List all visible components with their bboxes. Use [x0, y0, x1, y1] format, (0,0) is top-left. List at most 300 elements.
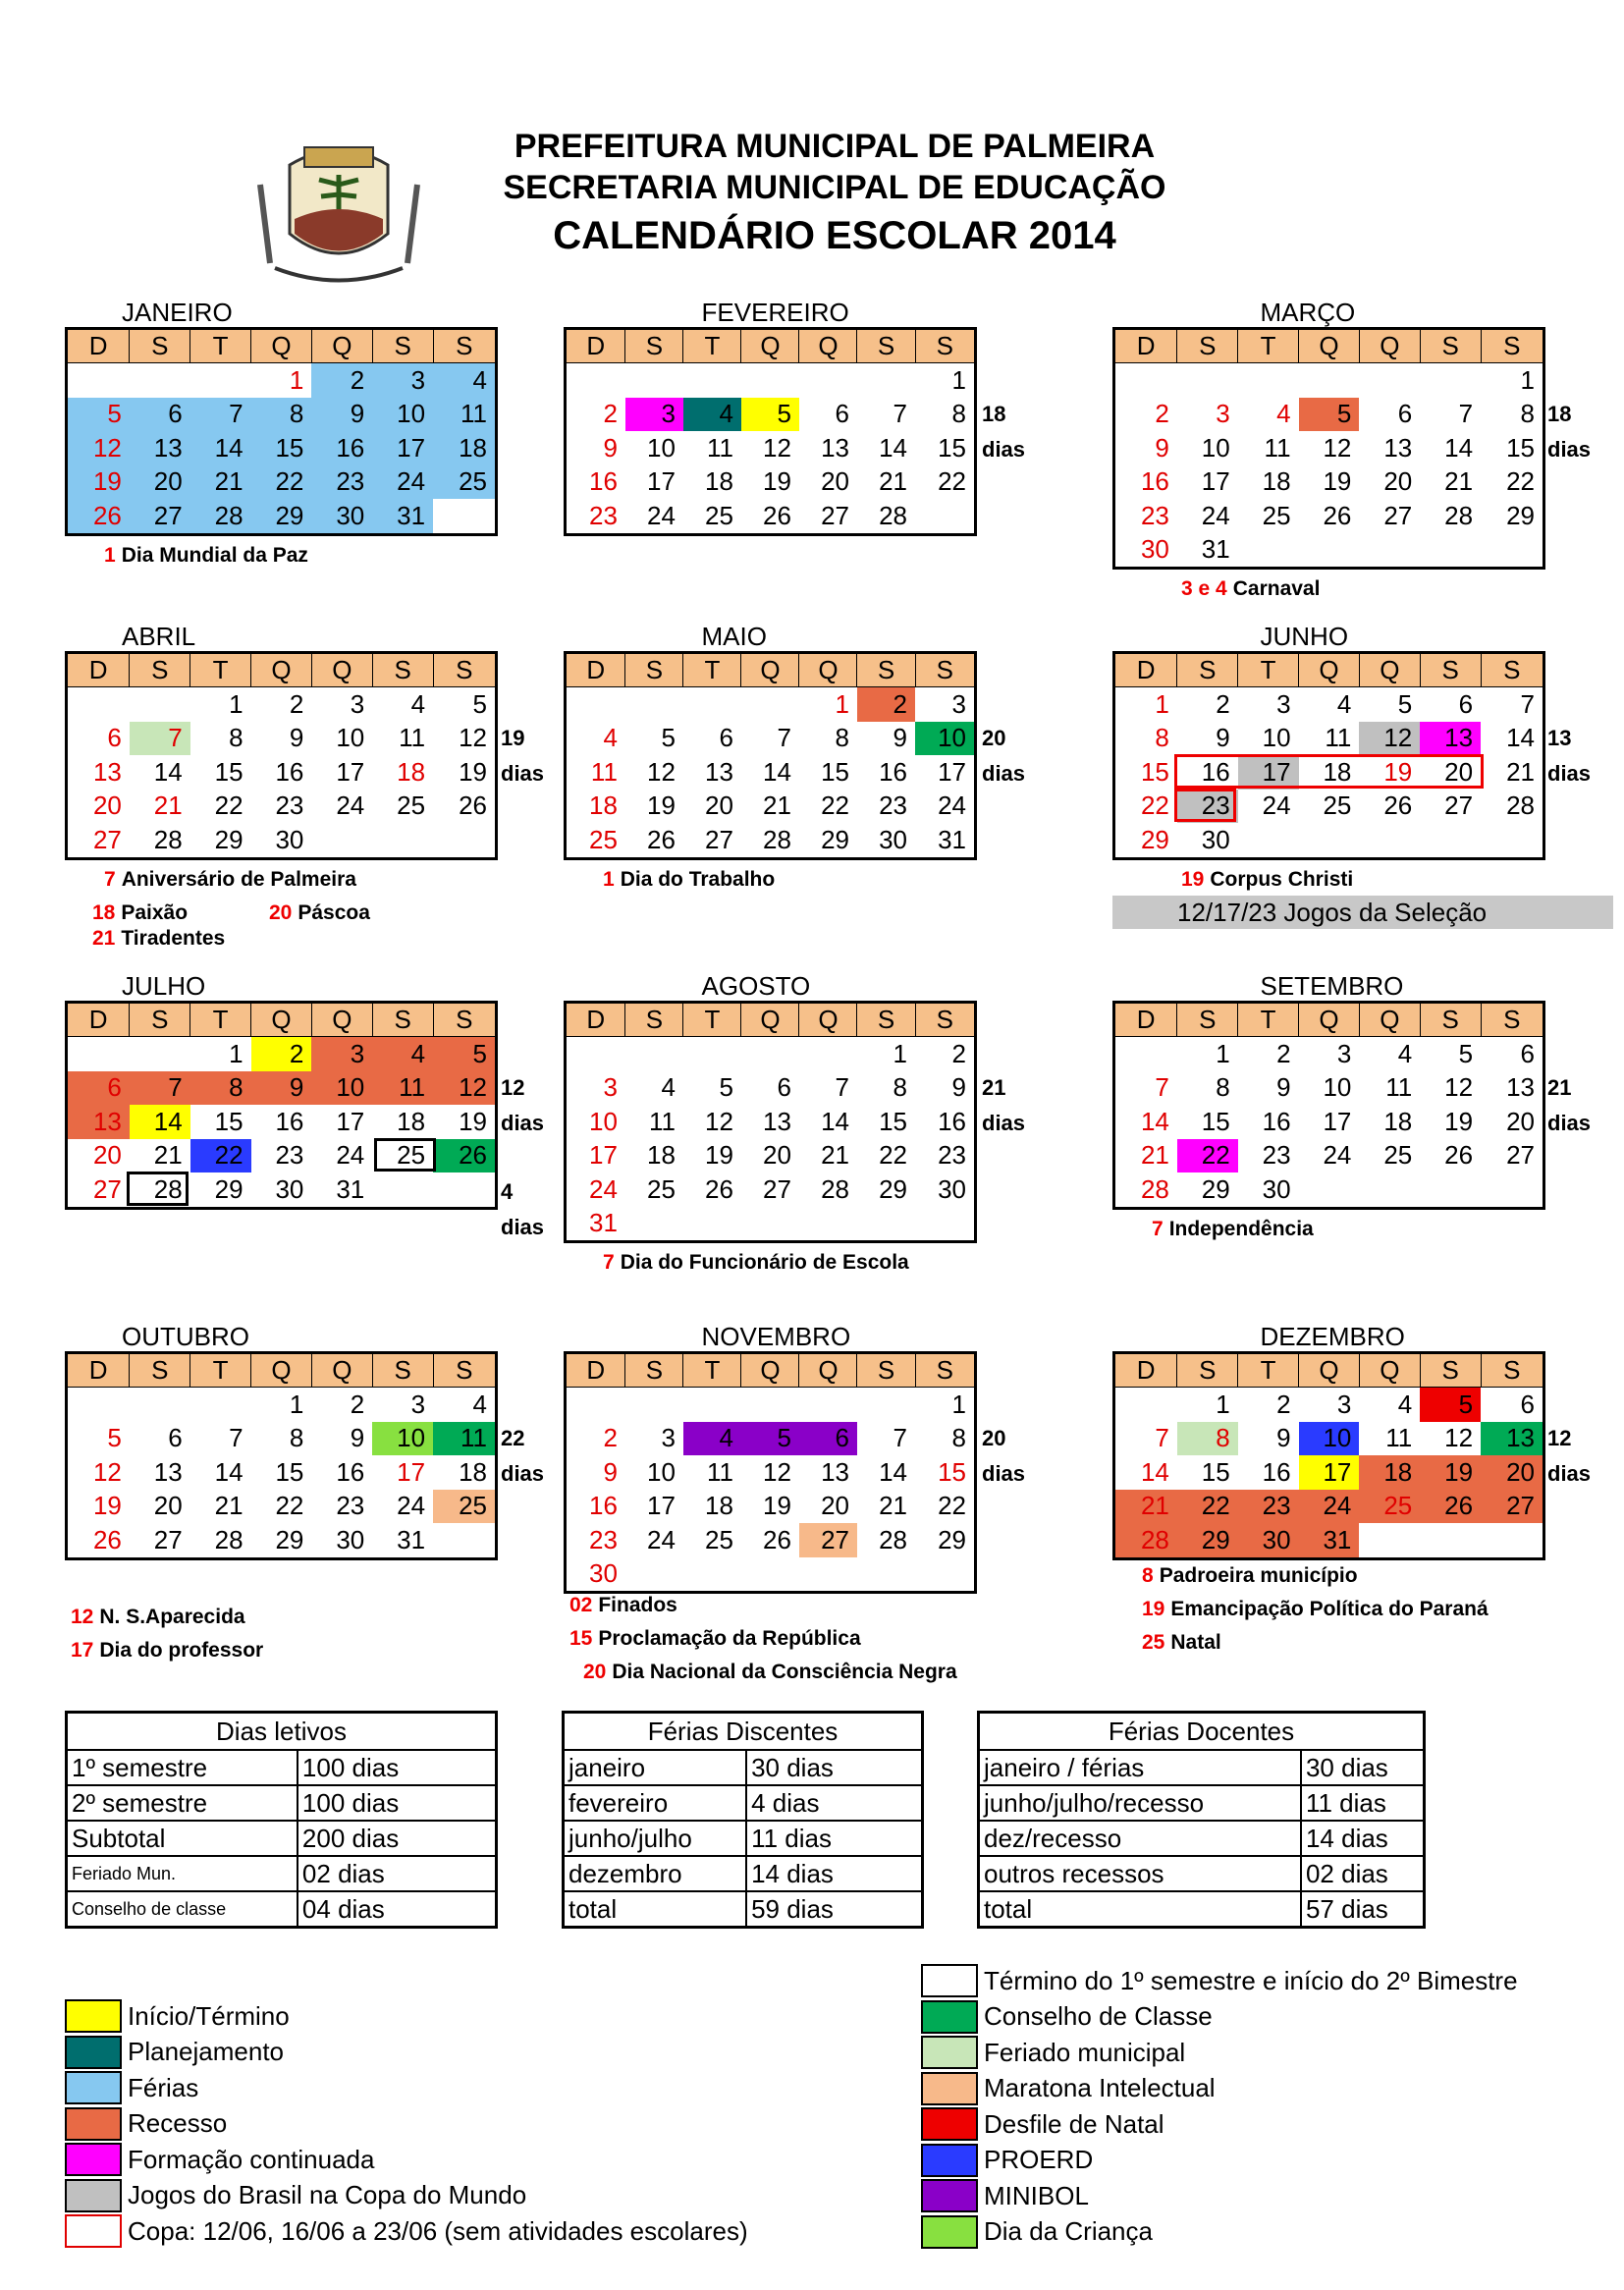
day-cell[interactable]: 19	[647, 791, 676, 821]
day-cell[interactable]: 15	[1506, 432, 1535, 463]
day-cell[interactable]: 16	[1201, 756, 1230, 787]
day-cell[interactable]: 22	[879, 1140, 907, 1171]
day-cell[interactable]: 21	[879, 1491, 907, 1521]
day-cell[interactable]	[566, 363, 625, 398]
day-cell[interactable]: 9	[951, 1072, 966, 1103]
day-cell[interactable]: 9	[893, 723, 907, 753]
day-cell[interactable]: 19	[1420, 1455, 1481, 1490]
day-cell[interactable]: 7	[1458, 399, 1474, 429]
day-cell[interactable]: 26	[459, 791, 487, 821]
day-cell[interactable]	[741, 687, 799, 722]
day-cell[interactable]: 3	[1216, 399, 1230, 429]
day-cell[interactable]: 1	[289, 364, 304, 395]
day-cell[interactable]: 11	[372, 1071, 433, 1106]
day-cell[interactable]: 20	[1383, 466, 1413, 497]
day-cell[interactable]: 1	[835, 688, 849, 719]
day-cell[interactable]: 16	[938, 1106, 966, 1136]
day-cell[interactable]	[625, 1557, 683, 1593]
day-cell[interactable]	[799, 1388, 857, 1422]
day-cell[interactable]: 22	[275, 1491, 304, 1521]
day-cell[interactable]: 6	[719, 723, 733, 753]
day-cell[interactable]: 16	[336, 1456, 365, 1487]
day-cell[interactable]: 2	[289, 688, 304, 719]
day-cell[interactable]	[1177, 363, 1238, 398]
day-cell[interactable]: 8	[190, 1071, 251, 1106]
day-cell[interactable]: 4	[433, 363, 496, 398]
day-cell[interactable]: 28	[190, 499, 251, 534]
day-cell[interactable]: 10	[647, 1456, 676, 1487]
day-cell[interactable]: 2	[251, 1037, 312, 1071]
day-cell[interactable]	[1114, 1037, 1177, 1071]
day-cell[interactable]	[67, 687, 130, 722]
day-cell[interactable]: 24	[938, 791, 966, 821]
day-cell[interactable]: 15	[821, 756, 849, 787]
day-cell[interactable]: 5	[472, 688, 487, 719]
day-cell[interactable]: 22	[1177, 1490, 1238, 1524]
day-cell[interactable]: 24	[397, 1491, 426, 1521]
day-cell[interactable]: 14	[763, 756, 791, 787]
day-cell[interactable]: 10	[1323, 1072, 1352, 1103]
day-cell[interactable]: 14	[1140, 1106, 1169, 1136]
day-cell[interactable]: 1	[229, 688, 244, 719]
day-cell[interactable]: 1	[893, 1038, 907, 1068]
day-cell[interactable]: 14	[879, 432, 907, 463]
day-cell[interactable]: 23	[1177, 790, 1238, 824]
day-cell[interactable]: 9	[603, 1456, 618, 1487]
day-cell[interactable]: 3	[410, 1389, 426, 1419]
day-cell[interactable]: 11	[1325, 723, 1352, 753]
day-cell[interactable]: 12	[1323, 432, 1352, 463]
day-cell[interactable]: 6	[1397, 399, 1413, 429]
day-cell[interactable]: 11	[1385, 1423, 1413, 1453]
day-cell[interactable]: 18	[705, 466, 733, 497]
day-cell[interactable]: 8	[229, 723, 244, 753]
day-cell[interactable]: 20	[92, 791, 122, 821]
day-cell[interactable]: 26	[1323, 500, 1352, 530]
day-cell[interactable]: 6	[835, 399, 849, 429]
day-cell[interactable]: 5	[719, 1072, 733, 1103]
day-cell[interactable]: 27	[1481, 1490, 1543, 1524]
day-cell[interactable]: 3	[1276, 688, 1291, 719]
day-cell[interactable]: 29	[1506, 500, 1535, 530]
day-cell[interactable]: 28	[821, 1173, 849, 1204]
day-cell[interactable]: 19	[763, 1491, 791, 1521]
day-cell[interactable]: 7	[1155, 1072, 1169, 1103]
day-cell[interactable]: 13	[130, 431, 190, 465]
day-cell[interactable]	[1114, 1388, 1177, 1422]
day-cell[interactable]	[915, 1557, 976, 1593]
day-cell[interactable]: 24	[1323, 1140, 1352, 1171]
day-cell[interactable]: 26	[647, 824, 676, 854]
day-cell[interactable]	[67, 363, 130, 398]
day-cell[interactable]	[372, 1172, 433, 1208]
day-cell[interactable]: 15	[1140, 756, 1169, 787]
day-cell[interactable]: 5	[107, 1423, 122, 1453]
day-cell[interactable]	[1359, 1523, 1420, 1558]
day-cell[interactable]: 13	[821, 432, 849, 463]
day-cell[interactable]: 3	[625, 398, 683, 432]
day-cell[interactable]: 12	[92, 1456, 122, 1487]
day-cell[interactable]	[741, 1037, 799, 1071]
day-cell[interactable]: 1	[1520, 364, 1535, 395]
day-cell[interactable]: 5	[1420, 1388, 1481, 1422]
day-cell[interactable]: 3	[372, 363, 433, 398]
day-cell[interactable]	[741, 1388, 799, 1422]
day-cell[interactable]: 22	[938, 1491, 966, 1521]
day-cell[interactable]: 24	[1201, 500, 1230, 530]
day-cell[interactable]	[741, 1557, 799, 1593]
day-cell[interactable]: 22	[821, 791, 849, 821]
day-cell[interactable]: 9	[1155, 432, 1169, 463]
day-cell[interactable]: 10	[336, 723, 365, 753]
day-cell[interactable]: 14	[1444, 432, 1474, 463]
day-cell[interactable]: 6	[67, 1071, 130, 1106]
day-cell[interactable]: 13	[92, 756, 122, 787]
day-cell[interactable]	[433, 823, 496, 858]
day-cell[interactable]: 18	[1359, 1455, 1420, 1490]
day-cell[interactable]: 4	[1276, 399, 1291, 429]
day-cell[interactable]	[799, 1207, 857, 1242]
day-cell[interactable]: 14	[153, 756, 183, 787]
day-cell[interactable]: 5	[67, 398, 130, 432]
day-cell[interactable]: 31	[372, 499, 433, 534]
day-cell[interactable]	[67, 1037, 130, 1071]
day-cell[interactable]: 11	[399, 723, 426, 753]
day-cell[interactable]: 13	[1420, 722, 1481, 756]
day-cell[interactable]: 29	[938, 1524, 966, 1554]
day-cell[interactable]: 20	[763, 1140, 791, 1171]
day-cell[interactable]: 3	[1336, 1389, 1352, 1419]
day-cell[interactable]: 25	[397, 1140, 426, 1171]
day-cell[interactable]: 1	[229, 1038, 244, 1068]
day-cell[interactable]	[625, 1037, 683, 1071]
day-cell[interactable]: 5	[433, 1037, 496, 1071]
day-cell[interactable]: 30	[1238, 1523, 1299, 1558]
day-cell[interactable]: 18	[589, 791, 618, 821]
day-cell[interactable]: 30	[311, 499, 372, 534]
day-cell[interactable]: 2	[1155, 399, 1169, 429]
day-cell[interactable]: 8	[951, 1423, 966, 1453]
day-cell[interactable]	[1299, 363, 1360, 398]
day-cell[interactable]: 2	[1276, 1038, 1291, 1068]
day-cell[interactable]: 4	[1397, 1389, 1413, 1419]
day-cell[interactable]	[625, 1388, 683, 1422]
day-cell[interactable]: 10	[372, 398, 433, 432]
day-cell[interactable]: 20	[1444, 756, 1474, 787]
day-cell[interactable]: 29	[1201, 1173, 1230, 1204]
day-cell[interactable]: 2	[350, 1389, 365, 1419]
day-cell[interactable]	[1359, 363, 1420, 398]
day-cell[interactable]	[1238, 823, 1299, 858]
day-cell[interactable]: 11	[706, 432, 733, 463]
day-cell[interactable]: 17	[1299, 1455, 1360, 1490]
day-cell[interactable]: 22	[190, 1139, 251, 1173]
day-cell[interactable]: 30	[1262, 1173, 1291, 1204]
day-cell[interactable]: 23	[879, 791, 907, 821]
day-cell[interactable]: 14	[190, 431, 251, 465]
day-cell[interactable]: 28	[1140, 1173, 1169, 1204]
day-cell[interactable]: 22	[214, 791, 244, 821]
day-cell[interactable]: 4	[472, 1389, 487, 1419]
day-cell[interactable]: 5	[741, 1422, 799, 1456]
day-cell[interactable]: 28	[214, 1524, 244, 1554]
day-cell[interactable]: 11	[433, 398, 496, 432]
day-cell[interactable]: 15	[938, 1456, 966, 1487]
day-cell[interactable]: 30	[275, 1173, 304, 1204]
day-cell[interactable]: 12	[763, 1456, 791, 1487]
day-cell[interactable]: 26	[92, 1524, 122, 1554]
day-cell[interactable]: 16	[589, 1491, 618, 1521]
day-cell[interactable]: 12	[647, 756, 676, 787]
day-cell[interactable]: 7	[893, 1423, 907, 1453]
day-cell[interactable]: 20	[153, 1491, 183, 1521]
day-cell[interactable]	[433, 1172, 496, 1208]
day-cell[interactable]: 28	[1114, 1523, 1177, 1558]
day-cell[interactable]	[130, 1388, 190, 1422]
day-cell[interactable]: 16	[1262, 1106, 1291, 1136]
day-cell[interactable]: 4	[410, 688, 426, 719]
day-cell[interactable]: 10	[372, 1422, 433, 1456]
day-cell[interactable]: 2	[603, 399, 618, 429]
day-cell[interactable]: 9	[1276, 1423, 1291, 1453]
day-cell[interactable]: 18	[705, 1491, 733, 1521]
day-cell[interactable]	[1359, 533, 1420, 569]
day-cell[interactable]: 22	[1177, 1139, 1238, 1173]
day-cell[interactable]: 28	[153, 824, 183, 854]
day-cell[interactable]: 21	[1506, 756, 1535, 787]
day-cell[interactable]: 15	[938, 432, 966, 463]
day-cell[interactable]: 27	[92, 1173, 122, 1204]
day-cell[interactable]: 27	[821, 500, 849, 530]
day-cell[interactable]: 6	[799, 1422, 857, 1456]
day-cell[interactable]: 26	[763, 500, 791, 530]
day-cell[interactable]: 15	[879, 1106, 907, 1136]
day-cell[interactable]: 10	[1262, 723, 1291, 753]
day-cell[interactable]: 17	[1238, 755, 1299, 790]
day-cell[interactable]: 17	[397, 1456, 426, 1487]
day-cell[interactable]: 17	[1323, 1106, 1352, 1136]
day-cell[interactable]: 23	[1262, 1140, 1291, 1171]
day-cell[interactable]: 30	[589, 1558, 618, 1589]
day-cell[interactable]: 19	[1444, 1106, 1474, 1136]
day-cell[interactable]: 29	[251, 499, 312, 534]
day-cell[interactable]: 23	[589, 1524, 618, 1554]
day-cell[interactable]	[190, 1388, 251, 1422]
day-cell[interactable]: 4	[683, 398, 741, 432]
day-cell[interactable]: 25	[433, 1490, 496, 1524]
day-cell[interactable]: 26	[67, 499, 130, 534]
day-cell[interactable]: 11	[648, 1106, 676, 1136]
day-cell[interactable]: 27	[1383, 500, 1413, 530]
day-cell[interactable]: 9	[1276, 1072, 1291, 1103]
day-cell[interactable]: 5	[661, 723, 676, 753]
day-cell[interactable]: 3	[350, 688, 365, 719]
day-cell[interactable]: 31	[336, 1173, 365, 1204]
day-cell[interactable]: 19	[92, 1491, 122, 1521]
day-cell[interactable]: 15	[214, 1106, 244, 1136]
day-cell[interactable]: 24	[1299, 1490, 1360, 1524]
day-cell[interactable]	[1420, 533, 1481, 569]
day-cell[interactable]: 1	[1216, 1038, 1230, 1068]
day-cell[interactable]: 3	[603, 1072, 618, 1103]
day-cell[interactable]: 4	[683, 1422, 741, 1456]
day-cell[interactable]: 15	[275, 1456, 304, 1487]
day-cell[interactable]: 27	[1506, 1140, 1535, 1171]
day-cell[interactable]: 12	[1359, 722, 1420, 756]
day-cell[interactable]: 19	[67, 465, 130, 500]
day-cell[interactable]: 28	[763, 824, 791, 854]
day-cell[interactable]	[190, 363, 251, 398]
day-cell[interactable]: 18	[1323, 756, 1352, 787]
day-cell[interactable]: 31	[938, 824, 966, 854]
day-cell[interactable]: 26	[1444, 1140, 1474, 1171]
day-cell[interactable]	[1299, 533, 1360, 569]
day-cell[interactable]: 29	[214, 824, 244, 854]
day-cell[interactable]: 24	[336, 791, 365, 821]
day-cell[interactable]: 23	[336, 1491, 365, 1521]
day-cell[interactable]: 20	[130, 465, 190, 500]
day-cell[interactable]: 7	[1520, 688, 1535, 719]
day-cell[interactable]: 7	[229, 1423, 244, 1453]
day-cell[interactable]: 3	[661, 1423, 676, 1453]
day-cell[interactable]: 21	[1114, 1490, 1177, 1524]
day-cell[interactable]: 14	[1140, 1456, 1169, 1487]
day-cell[interactable]: 10	[589, 1106, 618, 1136]
day-cell[interactable]: 9	[350, 1423, 365, 1453]
day-cell[interactable]: 19	[1323, 466, 1352, 497]
day-cell[interactable]: 7	[777, 723, 791, 753]
day-cell[interactable]	[1420, 363, 1481, 398]
day-cell[interactable]: 24	[647, 1524, 676, 1554]
day-cell[interactable]: 12	[433, 1071, 496, 1106]
day-cell[interactable]: 14	[130, 1105, 190, 1139]
day-cell[interactable]: 23	[311, 465, 372, 500]
day-cell[interactable]: 2	[857, 687, 915, 722]
day-cell[interactable]: 8	[251, 398, 312, 432]
day-cell[interactable]: 25	[705, 1524, 733, 1554]
day-cell[interactable]: 17	[647, 1491, 676, 1521]
day-cell[interactable]: 6	[130, 398, 190, 432]
day-cell[interactable]: 24	[372, 465, 433, 500]
day-cell[interactable]	[1481, 1172, 1543, 1208]
day-cell[interactable]: 6	[168, 1423, 183, 1453]
day-cell[interactable]	[799, 1037, 857, 1071]
day-cell[interactable]: 26	[1420, 1490, 1481, 1524]
day-cell[interactable]: 1	[951, 364, 966, 395]
day-cell[interactable]: 19	[459, 756, 487, 787]
day-cell[interactable]	[915, 1207, 976, 1242]
day-cell[interactable]: 3	[1336, 1038, 1352, 1068]
day-cell[interactable]: 12	[763, 432, 791, 463]
day-cell[interactable]: 21	[879, 466, 907, 497]
day-cell[interactable]: 8	[951, 399, 966, 429]
day-cell[interactable]: 17	[336, 1106, 365, 1136]
day-cell[interactable]: 21	[763, 791, 791, 821]
day-cell[interactable]	[857, 1557, 915, 1593]
day-cell[interactable]: 10	[311, 1071, 372, 1106]
day-cell[interactable]	[372, 823, 433, 858]
day-cell[interactable]: 22	[938, 466, 966, 497]
day-cell[interactable]: 29	[1140, 824, 1169, 854]
day-cell[interactable]: 18	[1262, 466, 1291, 497]
day-cell[interactable]: 12	[1444, 1423, 1474, 1453]
day-cell[interactable]: 8	[1216, 1072, 1230, 1103]
day-cell[interactable]: 15	[251, 431, 312, 465]
day-cell[interactable]: 17	[1201, 466, 1230, 497]
day-cell[interactable]	[311, 823, 372, 858]
day-cell[interactable]: 5	[1458, 1038, 1474, 1068]
day-cell[interactable]	[625, 363, 683, 398]
day-cell[interactable]: 13	[821, 1456, 849, 1487]
day-cell[interactable]: 14	[1506, 723, 1535, 753]
day-cell[interactable]: 23	[589, 500, 618, 530]
day-cell[interactable]: 27	[763, 1173, 791, 1204]
day-cell[interactable]	[683, 1557, 741, 1593]
day-cell[interactable]: 20	[821, 1491, 849, 1521]
day-cell[interactable]: 13	[763, 1106, 791, 1136]
day-cell[interactable]: 26	[705, 1173, 733, 1204]
day-cell[interactable]: 26	[1383, 791, 1413, 821]
day-cell[interactable]: 7	[1155, 1423, 1169, 1453]
day-cell[interactable]: 9	[1216, 723, 1230, 753]
day-cell[interactable]: 27	[130, 499, 190, 534]
day-cell[interactable]: 8	[835, 723, 849, 753]
day-cell[interactable]: 27	[799, 1523, 857, 1557]
day-cell[interactable]	[1481, 1523, 1543, 1558]
day-cell[interactable]: 30	[938, 1173, 966, 1204]
day-cell[interactable]: 25	[397, 791, 426, 821]
day-cell[interactable]: 17	[938, 756, 966, 787]
day-cell[interactable]: 17	[372, 431, 433, 465]
day-cell[interactable]: 16	[1262, 1456, 1291, 1487]
day-cell[interactable]: 24	[589, 1173, 618, 1204]
day-cell[interactable]	[1359, 823, 1420, 858]
day-cell[interactable]: 30	[1140, 534, 1169, 565]
day-cell[interactable]	[130, 363, 190, 398]
day-cell[interactable]: 30	[879, 824, 907, 854]
day-cell[interactable]: 27	[92, 824, 122, 854]
day-cell[interactable]: 13	[1481, 1422, 1543, 1456]
day-cell[interactable]: 14	[879, 1456, 907, 1487]
day-cell[interactable]: 22	[251, 465, 312, 500]
day-cell[interactable]: 3	[951, 688, 966, 719]
day-cell[interactable]: 7	[893, 399, 907, 429]
day-cell[interactable]: 17	[647, 466, 676, 497]
day-cell[interactable]: 15	[1201, 1456, 1230, 1487]
day-cell[interactable]	[683, 1207, 741, 1242]
day-cell[interactable]: 2	[1276, 1389, 1291, 1419]
day-cell[interactable]: 19	[705, 1140, 733, 1171]
day-cell[interactable]: 21	[190, 465, 251, 500]
day-cell[interactable]	[857, 1207, 915, 1242]
day-cell[interactable]: 21	[1140, 1140, 1169, 1171]
day-cell[interactable]	[566, 1037, 625, 1071]
day-cell[interactable]: 1	[1216, 1389, 1230, 1419]
day-cell[interactable]: 9	[289, 723, 304, 753]
day-cell[interactable]: 20	[821, 466, 849, 497]
day-cell[interactable]: 18	[397, 756, 426, 787]
day-cell[interactable]: 31	[1299, 1523, 1360, 1558]
day-cell[interactable]: 20	[1506, 1106, 1535, 1136]
day-cell[interactable]: 12	[459, 723, 487, 753]
day-cell[interactable]: 20	[1481, 1455, 1543, 1490]
day-cell[interactable]: 28	[1506, 791, 1535, 821]
day-cell[interactable]: 7	[130, 722, 190, 756]
day-cell[interactable]: 20	[705, 791, 733, 821]
day-cell[interactable]	[1420, 1523, 1481, 1558]
day-cell[interactable]	[741, 363, 799, 398]
day-cell[interactable]: 6	[107, 723, 122, 753]
